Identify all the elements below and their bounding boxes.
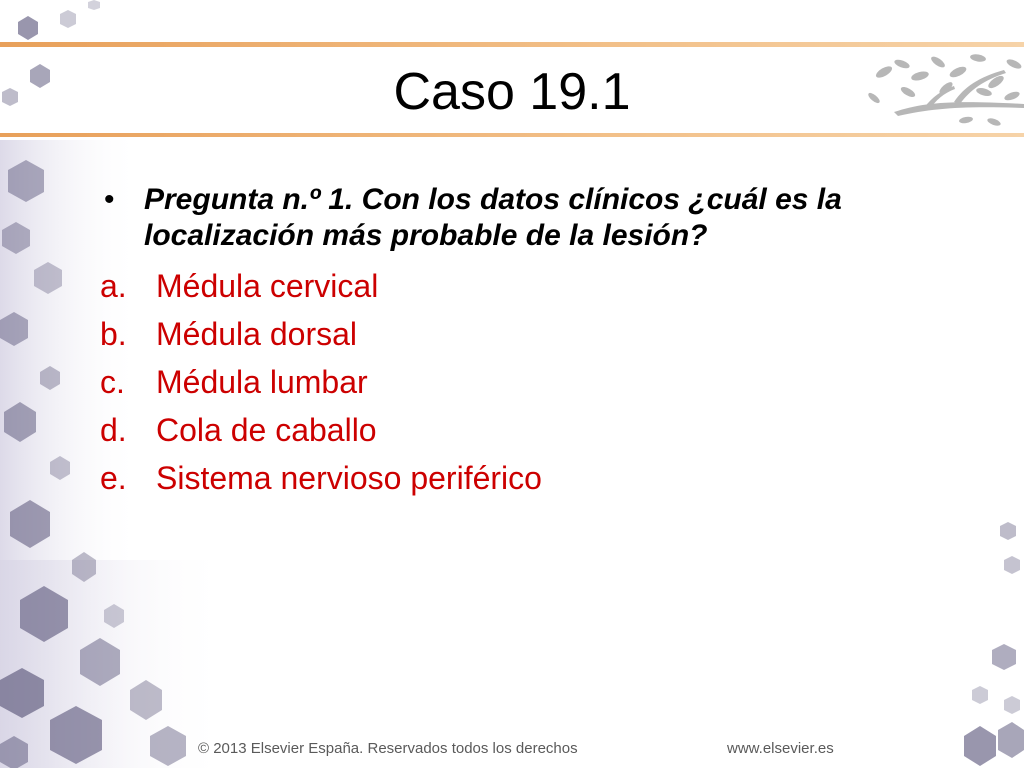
bullet-icon: •: [104, 183, 115, 216]
option-letter: b.: [100, 316, 127, 352]
option-e: [100, 454, 960, 502]
slide-title: Caso 19.1: [393, 63, 631, 121]
footer: [0, 730, 1024, 768]
option-text: Médula dorsal: [156, 316, 357, 352]
question-text: Pregunta n.º 1. Con los datos clínicos ¿cuál es la localización más probable de la lesión?: [144, 183, 842, 252]
hexagon-pattern-decoration: [964, 500, 1024, 768]
option-a: [100, 262, 960, 310]
option-text: Médula cervical: [156, 268, 379, 304]
question: [100, 182, 960, 254]
option-text: Médula lumbar: [156, 364, 368, 400]
option-text: Sistema nervioso periférico: [156, 460, 542, 496]
copyright-text: © 2013 Elsevier España. Reservados todos los derechos: [198, 740, 578, 757]
option-letter: a.: [100, 268, 127, 304]
option-letter: c.: [100, 364, 125, 400]
answer-options: [100, 262, 960, 502]
option-b: [100, 310, 960, 358]
option-letter: e.: [100, 460, 127, 496]
option-c: [100, 358, 960, 406]
website-text: www.elsevier.es: [727, 740, 834, 757]
option-text: Cola de caballo: [156, 412, 377, 448]
top-accent-rule: [0, 42, 1024, 47]
option-d: [100, 406, 960, 454]
slide-content: [100, 182, 960, 502]
option-letter: d.: [100, 412, 127, 448]
title-accent-rule: [0, 133, 1024, 137]
